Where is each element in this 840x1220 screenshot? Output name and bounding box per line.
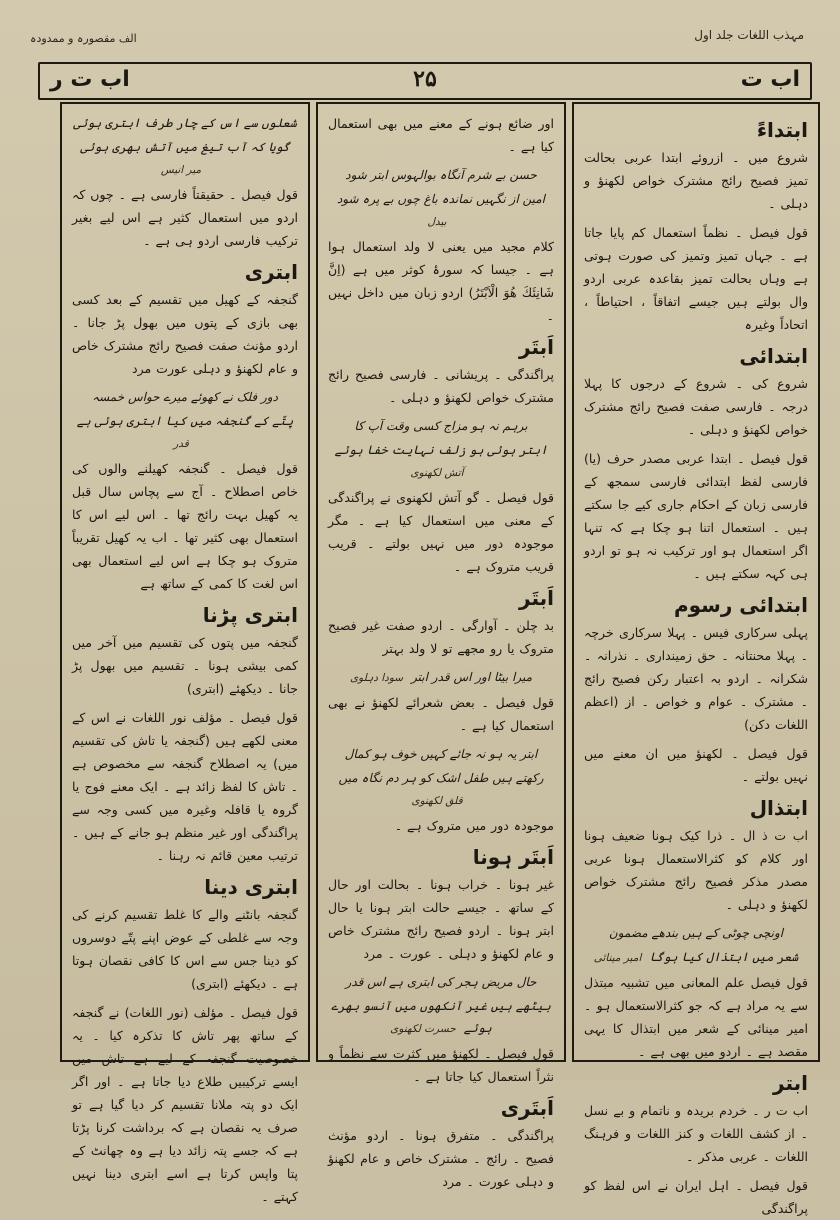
entry-text (72, 288, 298, 380)
verse-line (328, 666, 554, 689)
verse-poet: امیر مینائی (593, 952, 642, 964)
text: قول فیصل ۔ بعض شعرائے لکھنؤ نے بھی استعمال کیا ہے ۔ (328, 695, 554, 733)
text: اَبتَر ہونا (472, 845, 554, 869)
running-head (20, 10, 820, 46)
text: اونچی چوٹی کے ہیں بندھے مضمون (608, 926, 784, 940)
verse-line (328, 995, 554, 1040)
text: برہم نہ ہو مزاج کسی وقت آپ کا (354, 419, 528, 433)
text: اب ت ذ ال ۔ ذرا کیک ہونا ضعیف ہونا اور کلام کو کثرالاستعمال ہونا عربی مصدر مذکر فصیح رائج مشترک خواص لکھنؤ و دہلی ۔ (584, 828, 808, 912)
text: شروع میں ۔ ازروئے ابتدا عربی بحالت تمیز فصیح رائج مشترک خواص لکھنؤ و دہلی ۔ (584, 150, 808, 211)
verse-line (328, 767, 554, 812)
verse-line (72, 112, 298, 134)
entry-headword (328, 843, 554, 871)
entry-text (328, 363, 554, 409)
text: اب ت ر ۔ خردم بریدہ و ناتمام و بے نسل ۔ از کشف اللغات و کنز اللغات و فرہنگ اللغات ۔ عربی مذکر ۔ (584, 1103, 808, 1164)
entry-text (328, 235, 554, 327)
verse-line (584, 922, 808, 944)
verse-poet: قدر (173, 438, 189, 450)
entry-text (584, 621, 808, 736)
verse-line (328, 415, 554, 437)
text: قول فیصل ۔ گو آتش لکھنوی نے پراگندگی کے معنی میں استعمال کیا ہے ۔ مگر موجودہ دور میں نہیں بولتے ۔ قریب قریب متروک ہے ۔ (328, 490, 554, 574)
text: ابتدائی رسوم (673, 593, 808, 617)
entry-text (584, 742, 808, 788)
text: حال مریض ہجر کی ابتری ہے اس قدر (345, 975, 537, 989)
text: اَبتَر (519, 335, 554, 359)
entry-headword (328, 584, 554, 612)
text: شعلوں سے اس کے چار طرف ابتری ہوئی (73, 116, 297, 130)
entry-text (328, 691, 554, 737)
text: میرا بیٹا اور اس قدر ابتر (411, 670, 533, 684)
text: قول فیصل ۔ لکھنؤ میں کثرت سے نظماً و نثراً استعمال کیا جاتا ہے ۔ (328, 1046, 554, 1084)
text: ابتداءً (756, 118, 808, 142)
verse-poet: سودا دہلوی (349, 672, 404, 684)
text: قول فیصل ۔ اہل ایران نے اس لفظ کو پراگندگی (584, 1178, 808, 1216)
text: ابتری دینا (204, 875, 298, 899)
verse-poet: قلق لکھنوی (411, 795, 463, 807)
text: قول فیصل ۔ مؤلف (نور اللغات) نے گنجفہ کے ساتھ پھر تاش کا تذکرہ کیا ۔ یہ خصوصیت گنجفہ کے لیے ہے تاش میں ایسے ترکیبیں طلاع دیا جاتا ہے ۔ اور اگر ایک دو پتہ ملانا تقسیم کر دیا گیا ہے تو صرف یہ نقصان ہے کہ برداشت کرنا پڑتا ہے کہ جسے پتہ زائد دیا ہے وہ چھانٹ کے پتا واپس کرتا ہے اسے ابتری دینا نہیں کہتے ۔ (72, 1005, 298, 1204)
entry-text (72, 706, 298, 867)
verse-line (328, 188, 554, 233)
text: حسن بے شرم آنگاہ بوالہوس ابتر شود (345, 168, 537, 182)
text: گویا کہ آب تیغ میں آتش بھری ہوئی (80, 140, 290, 154)
page-header-bar (38, 62, 812, 100)
text: اَبتَری (500, 1096, 554, 1120)
entry-text (584, 447, 808, 585)
running-head-left: الف مقصورہ و ممدودہ (30, 32, 137, 45)
entry-text (328, 614, 554, 660)
entry-text (328, 814, 554, 837)
verse-poet: آتش لکھنوی (410, 467, 464, 479)
text: موجودہ دور میں متروک ہے ۔ (394, 818, 554, 833)
text: ابتر ہوئی ہو زلف نہایت خفا ہوئے (334, 443, 548, 457)
entry-headword (584, 342, 808, 370)
verse-poet: میر انیس (160, 164, 202, 176)
entry-text (72, 631, 298, 700)
entry-text (328, 486, 554, 578)
entry-text (72, 457, 298, 595)
verse-line (72, 410, 298, 455)
verse-line (328, 164, 554, 186)
text: رکھتے ہیں طفل اشک کو ہر دم نگاہ میں (338, 771, 544, 785)
entry-text (584, 221, 808, 336)
entry-headword (328, 1094, 554, 1122)
text: ابتر (773, 1071, 808, 1095)
entry-headword (584, 116, 808, 144)
entry-headword (584, 591, 808, 619)
entry-text (584, 1174, 808, 1220)
column-middle (316, 102, 566, 1189)
entry-text (584, 372, 808, 441)
text: بیٹھے ہیں غیر آنکھوں میں آنسو بھرے ہوئے (331, 999, 551, 1035)
column-left (60, 102, 310, 1204)
text: ابتری (244, 260, 298, 284)
entry-text (584, 824, 808, 916)
verse-line (72, 136, 298, 181)
text: شعر میں ابتذال کیا ہوگا (649, 950, 799, 964)
entry-text (328, 1124, 554, 1193)
entry-text (328, 112, 554, 158)
verse-line (328, 971, 554, 993)
text: گنجفہ بانٹنے والے کا غلط تقسیم کرنے کی وجہ سے غلطی کے عوض اپنے پتّے دوسروں کو دینا جس سے اس کا کافی نقصان ہوتا ہے ۔ دیکھئے (ابتری) (72, 907, 298, 991)
entry-headword (72, 873, 298, 901)
text: غیر ہونا ۔ خراب ہونا ۔ بحالت اور حال کے ساتھ ۔ جیسے حالت ابتر ہونا یا حال ابتر ہونا ۔ اردو فصیح رائج مشترک خاص و عام لکھنؤ و دہلی ۔ عورت ۔ مرد (328, 877, 554, 961)
text: قول فیصل ۔ حقیقتاً فارسی ہے ۔ چوں کہ اردو میں استعمال کثیر ہے اس لیے بغیر ترکیب فارسی اردو ہی ہے ۔ (72, 187, 298, 248)
column-right (572, 102, 820, 1216)
text: ابتذال (749, 796, 808, 820)
text: بد چلن ۔ آوارگی ۔ اردو صفت غیر فصیح متروک یا رو مجھے تو لا ولد بہتر (328, 618, 554, 656)
text: اور ضائع ہونے کے معنے میں بھی استعمال کیا ہے ۔ (328, 116, 554, 154)
entry-text (584, 971, 808, 1063)
verse-line (328, 743, 554, 765)
text: پراگندگی ۔ متفرق ہونا ۔ اردو مؤنث فصیح ۔ رائج ۔ مشترک خاص و عام لکھنؤ و دہلی عورت ۔ مرد (328, 1128, 554, 1189)
entry-text (584, 146, 808, 215)
header-keyword-right: اب ت (740, 67, 800, 92)
entry-headword (328, 333, 554, 361)
text: دور فلک نے کھوئے میرے حواس خمسہ (92, 390, 278, 404)
text: قول فیصل ۔ گنجفہ کھیلنے والوں کی خاص اصطلاح ۔ آج سے پچاس سال قبل یہ کھیل بہت رائج تھا ۔ اس لیے اس کا استعمال بھی کثیر تھا ۔ اب یہ کھیل تقریباً متروک ہو چکا ہے اس لیے استعمال بھی اس لغت کا کمی کے ساتھ ہے (72, 461, 298, 591)
text: قول فیصل ۔ ابتدا عربی مصدر حرف (یا) فارسی لفظ ابتدائی فارسی سمجھ کے فارسی زبان کے احکام جاری کیے جا سکتے ہیں ۔ استعمال اتنا ہو چکا ہے کہ تنہا اگر استعمال ہو اور ترکیب نہ ہو تو اردو ہی کہہ سکتے ہیں ۔ (584, 451, 808, 581)
text: کلام مجید میں یعنی لا ولد استعمال ہوا ہے ۔ جیسا کہ سورۂ کوثر میں ہے (اِنَّ شَانِئَكَ هُوَ الْاَبْتَرُ) اردو زبان میں داخل نہیں ۔ (328, 239, 554, 323)
verse-poet: بیدل (427, 216, 447, 228)
verse-line (584, 946, 808, 969)
entry-headword (72, 258, 298, 286)
text: پہلی سرکاری فیس ۔ پہلا سرکاری خرچہ ۔ پہلا محنتانہ ۔ حق زمینداری ۔ نذرانہ ۔ شکرانہ ۔ اردو بہ اعتبار رکن فصیح رائج ۔ مشترک ۔ عوام و خواص ۔ از (اعظم اللغات دکن) (584, 625, 808, 732)
entry-text (72, 903, 298, 995)
entry-text (584, 1099, 808, 1168)
entry-text (328, 873, 554, 965)
text: ابتدائی (739, 344, 808, 368)
text: ابتر یہ ہو نہ جائے کہیں خوف ہو کمال (344, 747, 538, 761)
text: پراگندگی ۔ پریشانی ۔ فارسی فصیح رائج مشترک خواص لکھنؤ و دہلی ۔ (328, 367, 554, 405)
text: پتّے کے گنجفہ میں کیا ابتری ہوئی ہے (76, 414, 294, 428)
entry-headword (584, 794, 808, 822)
text: ابتری پڑنا (202, 603, 298, 627)
text: امین از نگہیں نماندہ باغ چوں بے پرہ شود (336, 192, 546, 206)
text: اَبتَر (519, 586, 554, 610)
running-head-right: مہذب اللغات جلد اول (694, 28, 804, 42)
entry-headword (584, 1069, 808, 1097)
header-keyword-left: اب ت ر (50, 67, 130, 92)
text: قول فیصل ۔ نظماً استعمال کم پایا جاتا ہے ۔ جہاں تمیز وتمیز کی صورت ہوتی ہے وہاں بحالت تمیز بقاعدہ عربی اردو وال بولتے ہیں جیسے اتفاقاً ، احتیاطاً ، اتحاداً وغیرہ (584, 225, 808, 332)
text: گنجفہ کے کھیل میں تقسیم کے بعد کسی بھی بازی کے پتوں میں بھول پڑ جانا ۔ اردو مؤنث صفت فصیح رائج مشترک خاص و عام لکھنؤ و دہلی عورت مرد (72, 292, 298, 376)
text: قول فیصل ۔ مؤلف نور اللغات نے اس کے معنی لکھے ہیں (گنجفہ یا تاش کی تقسیم میں) یہ اصطلاح گنجفہ سے مخصوص ہے ۔ تاش کا لفظ زائد ہے ۔ ایک معنے فوج یا گروہ یا قافلہ وغیرہ میں کسی وجہ سے پراگندگی اور غیر منظم ہو جانے کے ہیں ۔ ترتیب معین قائم نہ رہنا ۔ (72, 710, 298, 863)
verse-poet: حسرت لکھنوی (390, 1023, 456, 1035)
text: شروع کی ۔ شروع کے درجوں کا پہلا درجہ ۔ فارسی صفت فصیح رائج مشترک خواص لکھنؤ و دہلی ۔ (584, 376, 808, 437)
entry-headword (72, 601, 298, 629)
entry-text (328, 1042, 554, 1088)
text: قول فیصل ۔ لکھنؤ میں ان معنے میں نہیں بولتے ۔ (584, 746, 808, 784)
text: گنجفہ میں پتوں کی تقسیم میں آخر میں کمی بیشی ہونا ۔ تقسیم میں بھول پڑ جانا ۔ دیکھئے (ابتری) (72, 635, 298, 696)
page-number: ۲۵ (413, 66, 437, 92)
verse-line (328, 439, 554, 484)
entry-text (72, 183, 298, 252)
entry-text (72, 1001, 298, 1208)
text: قول فیصل علم المعانی میں تشبیہ مبتذل سے یہ مراد ہے کہ جو کثرالاستعمال ہو ۔ امیر مینائی کے شعر میں ابتذال کا یہی مقصد ہے ۔ اردو میں بھی ہے ۔ (584, 975, 808, 1059)
verse-line (72, 386, 298, 408)
